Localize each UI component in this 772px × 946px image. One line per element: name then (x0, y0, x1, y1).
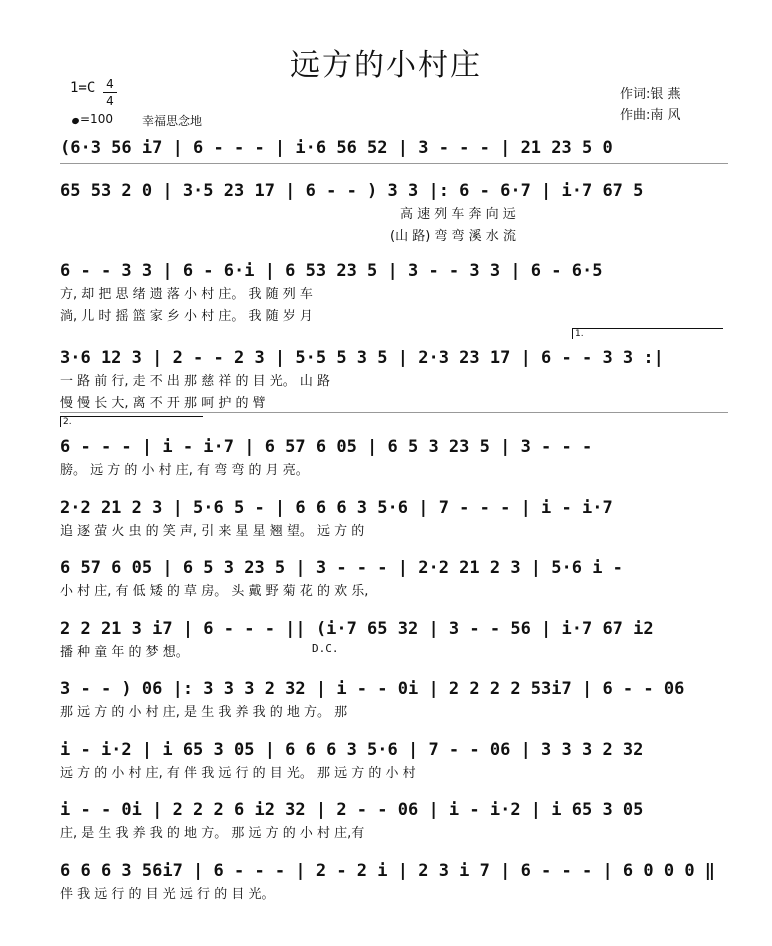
score-system (60, 256, 728, 326)
time-signature-top: 4 (103, 76, 117, 93)
lyric-line: 方, 却 把 思 绪 遗 落 小 村 庄。 我 随 列 车 (60, 287, 313, 302)
lyric-line: 慢 慢 长 大, 离 不 开 那 呵 护 的 臂 (60, 396, 266, 411)
notation-line: 6 - - 3 3 | 6 - 6·i | 6 53 23 5 | 3 - - 3 3 | 6 - 6·5 (60, 261, 603, 281)
lyric-line: 那 远 方 的 小 村 庄, 是 生 我 养 我 的 地 方。 那 (60, 705, 348, 720)
first-ending-bracket: 1. (572, 328, 723, 339)
notation-line: 6 6 6 3 56i7 | 6 - - - | 2 - 2 i | 2 3 i 7 | 6 - - - | 6 0 0 0 ‖ (60, 861, 716, 881)
lyric-line: 高 速 列 车 奔 向 远 (400, 207, 516, 222)
lyricist-credit: 作词:银 燕 (620, 87, 681, 102)
notation-line: 2·2 21 2 3 | 5·6 5 - | 6 6 6 3 5·6 | 7 - - - | i - i·7 (60, 498, 613, 518)
score-system (60, 795, 728, 865)
expression-marking: 幸福思念地 (142, 114, 203, 128)
notation-line: 6 - - - | i - i·7 | 6 57 6 05 | 6 5 3 23 5 | 3 - - - (60, 437, 593, 457)
score-system (60, 674, 728, 744)
lyric-line: 追 逐 萤 火 虫 的 笑 声, 引 来 星 星 翘 望。 远 方 的 (60, 524, 365, 539)
lyric-line: 远 方 的 小 村 庄, 有 伴 我 远 行 的 目 光。 那 远 方 的 小 村 (60, 766, 416, 781)
notation-line: (6·3 56 i7 | 6 - - - | i·6 56 52 | 3 - - - | 21 23 5 0 (60, 138, 613, 158)
score-system (60, 176, 728, 246)
lyric-line: 小 村 庄, 有 低 矮 的 草 房。 头 戴 野 菊 花 的 欢 乐, (60, 584, 369, 599)
lyric-line: (山 路) 弯 弯 溪 水 流 (390, 229, 516, 244)
tempo-marking (72, 112, 113, 126)
score-system (60, 343, 728, 413)
notation-line: i - i·2 | i 65 3 05 | 6 6 6 3 5·6 | 7 - - 06 | 3 3 3 2 32 (60, 740, 644, 760)
notation-line: 6 57 6 05 | 6 5 3 23 5 | 3 - - - | 2·2 21 2 3 | 5·6 i - (60, 558, 623, 578)
composer-credit: 作曲:南 风 (620, 108, 681, 123)
notation-line: 65 53 2 0 | 3·5 23 17 | 6 - - ) 3 3 |: 6 - 6·7 | i·7 67 5 (60, 181, 644, 201)
lyric-line: 播 种 童 年 的 梦 想。 (60, 645, 189, 660)
score-system (60, 432, 728, 502)
tempo-value: =100 (80, 112, 113, 126)
staff-divider (60, 412, 728, 413)
da-capo-marking: D.C. (312, 642, 339, 655)
credits (620, 84, 681, 126)
notation-line: 3·6 12 3 | 2 - - 2 3 | 5·5 5 3 5 | 2·3 23 17 | 6 - - 3 3 :| (60, 348, 664, 368)
lyric-line: 淌, 儿 时 摇 篮 家 乡 小 村 庄。 我 随 岁 月 (60, 309, 313, 324)
key-signature (70, 80, 95, 96)
quarter-note-icon (71, 117, 80, 125)
score-system (60, 856, 728, 926)
song-title: 远方的小村庄 (290, 48, 482, 83)
score-system (60, 553, 728, 623)
notation-line: 2 2 21 3 i7 | 6 - - - || (i·7 65 32 | 3 - - 56 | i·7 67 i2 (60, 619, 654, 639)
notation-line: 3 - - ) 06 |: 3 3 3 2 32 | i - - 0i | 2 2 2 2 53i7 | 6 - - 06 (60, 679, 685, 699)
lyric-line: 伴 我 远 行 的 目 光 远 行 的 目 光。 (60, 887, 275, 902)
lyric-line: 一 路 前 行, 走 不 出 那 慈 祥 的 目 光。 山 路 (60, 374, 330, 389)
time-signature-bottom: 4 (106, 94, 114, 108)
time-signature (103, 76, 117, 109)
key-text: 1=C (70, 80, 96, 96)
second-ending-bracket: 2. (60, 416, 203, 427)
lyric-line: 庄, 是 生 我 养 我 的 地 方。 那 远 方 的 小 村 庄,有 (60, 826, 365, 841)
notation-line: i - - 0i | 2 2 2 6 i2 32 | 2 - - 06 | i - i·2 | i 65 3 05 (60, 800, 644, 820)
lyric-line: 膀。 远 方 的 小 村 庄, 有 弯 弯 的 月 亮。 (60, 463, 309, 478)
staff-divider (60, 163, 728, 164)
